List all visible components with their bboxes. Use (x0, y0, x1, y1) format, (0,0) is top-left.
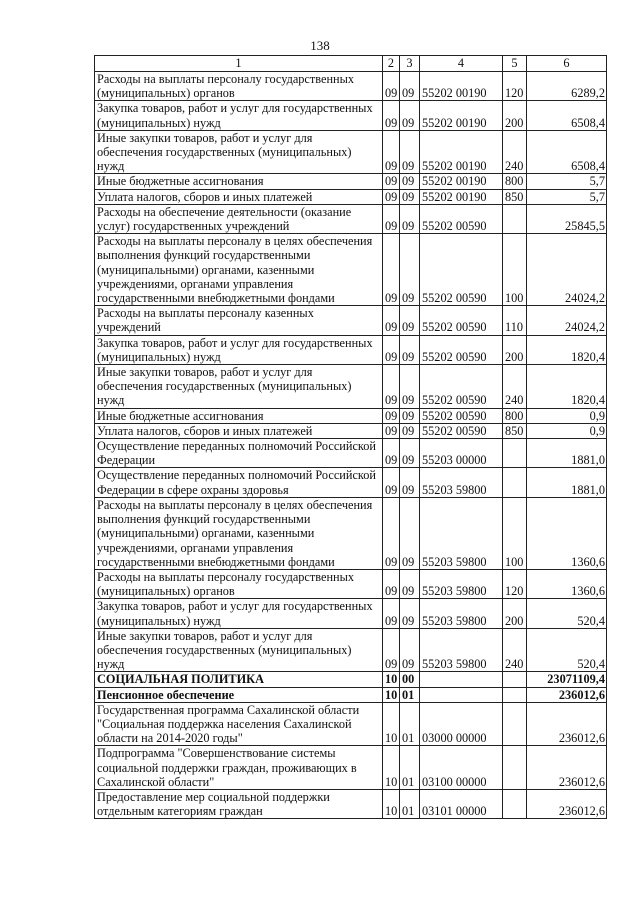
table-row (95, 599, 607, 628)
cell-expense-type: 110 (503, 306, 527, 335)
cell-name: Расходы на выплаты персоналу казенных учреждений (95, 306, 383, 335)
cell-target-article: 55202 00190 (420, 174, 503, 189)
cell-name: Расходы на выплаты персоналу в целях обеспечения выполнения функций государственными (муниципальными) органами, казенными учреждениями, органами управления государственными внебюджетными фондами (95, 234, 383, 306)
table-header-row (95, 56, 607, 72)
page-number: 138 (310, 38, 330, 53)
cell-section: 09 (383, 423, 400, 438)
cell-subsection: 09 (400, 130, 420, 174)
header-col-2: 2 (383, 56, 400, 72)
cell-expense-type (503, 468, 527, 497)
cell-target-article: 55202 00190 (420, 101, 503, 130)
cell-amount: 24024,2 (527, 234, 607, 306)
cell-section: 09 (383, 468, 400, 497)
cell-expense-type: 240 (503, 365, 527, 409)
cell-amount: 1360,6 (527, 569, 607, 598)
cell-subsection: 09 (400, 72, 420, 101)
cell-amount: 0,9 (527, 408, 607, 423)
cell-target-article: 55203 59800 (420, 569, 503, 598)
cell-name: Закупка товаров, работ и услуг для государственных (муниципальных) нужд (95, 335, 383, 364)
cell-target-article: 55203 59800 (420, 599, 503, 628)
cell-amount: 1881,0 (527, 468, 607, 497)
cell-name: Уплата налогов, сборов и иных платежей (95, 423, 383, 438)
cell-amount: 6289,2 (527, 72, 607, 101)
cell-section: 09 (383, 365, 400, 409)
cell-target-article: 55202 00190 (420, 130, 503, 174)
cell-expense-type: 100 (503, 497, 527, 569)
cell-section: 09 (383, 335, 400, 364)
cell-section: 09 (383, 439, 400, 468)
cell-amount: 1820,4 (527, 335, 607, 364)
cell-expense-type: 800 (503, 174, 527, 189)
cell-subsection: 09 (400, 423, 420, 438)
cell-section: 10 (383, 746, 400, 790)
cell-subsection: 09 (400, 569, 420, 598)
cell-expense-type: 200 (503, 599, 527, 628)
cell-section: 10 (383, 687, 400, 702)
table-row (95, 174, 607, 189)
cell-subsection: 09 (400, 174, 420, 189)
cell-name: Осуществление переданных полномочий Российской Федерации в сфере охраны здоровья (95, 468, 383, 497)
cell-target-article: 55202 00590 (420, 335, 503, 364)
cell-expense-type: 200 (503, 335, 527, 364)
cell-subsection: 09 (400, 335, 420, 364)
cell-amount: 25845,5 (527, 204, 607, 233)
table-row (95, 687, 607, 702)
cell-section: 09 (383, 628, 400, 672)
cell-name: Иные закупки товаров, работ и услуг для обеспечения государственных (муниципальных) нужд (95, 130, 383, 174)
cell-section: 09 (383, 204, 400, 233)
cell-name: Государственная программа Сахалинской области "Социальная поддержка населения Сахалинской области на 2014-2020 годы" (95, 702, 383, 746)
table-row (95, 423, 607, 438)
cell-name: Подпрограмма "Совершенствование системы социальной поддержки граждан, проживающих в Сахалинской области" (95, 746, 383, 790)
cell-amount: 236012,6 (527, 789, 607, 818)
cell-expense-type (503, 687, 527, 702)
cell-target-article: 55202 00590 (420, 204, 503, 233)
table-row (95, 468, 607, 497)
table-row (95, 335, 607, 364)
cell-section: 10 (383, 672, 400, 687)
cell-name: Иные бюджетные ассигнования (95, 174, 383, 189)
cell-subsection: 00 (400, 672, 420, 687)
cell-target-article: 55202 00190 (420, 189, 503, 204)
cell-expense-type: 850 (503, 423, 527, 438)
cell-amount: 520,4 (527, 628, 607, 672)
budget-table (94, 55, 607, 819)
cell-target-article: 03000 00000 (420, 702, 503, 746)
cell-subsection: 09 (400, 468, 420, 497)
cell-subsection: 09 (400, 628, 420, 672)
table-row (95, 306, 607, 335)
cell-amount: 6508,4 (527, 101, 607, 130)
table-row (95, 439, 607, 468)
cell-section: 09 (383, 497, 400, 569)
cell-target-article: 55203 59800 (420, 468, 503, 497)
cell-expense-type: 240 (503, 628, 527, 672)
cell-amount: 1360,6 (527, 497, 607, 569)
cell-target-article: 55202 00590 (420, 306, 503, 335)
cell-target-article: 55202 00590 (420, 408, 503, 423)
table-row (95, 204, 607, 233)
cell-target-article: 03100 00000 (420, 746, 503, 790)
cell-name: Иные бюджетные ассигнования (95, 408, 383, 423)
cell-amount: 236012,6 (527, 687, 607, 702)
cell-target-article: 55202 00590 (420, 234, 503, 306)
cell-amount: 1820,4 (527, 365, 607, 409)
cell-target-article: 55203 00000 (420, 439, 503, 468)
table-row (95, 789, 607, 818)
cell-subsection: 01 (400, 789, 420, 818)
cell-section: 09 (383, 408, 400, 423)
table-row (95, 497, 607, 569)
cell-expense-type: 200 (503, 101, 527, 130)
cell-name: Предоставление мер социальной поддержки отдельным категориям граждан (95, 789, 383, 818)
cell-section: 09 (383, 234, 400, 306)
cell-section: 09 (383, 599, 400, 628)
cell-target-article: 55202 00190 (420, 72, 503, 101)
cell-target-article (420, 687, 503, 702)
cell-expense-type (503, 702, 527, 746)
cell-section: 10 (383, 702, 400, 746)
table-row (95, 569, 607, 598)
header-col-4: 4 (420, 56, 503, 72)
cell-subsection: 09 (400, 599, 420, 628)
cell-amount: 24024,2 (527, 306, 607, 335)
cell-subsection: 09 (400, 306, 420, 335)
table-row (95, 365, 607, 409)
table-row (95, 101, 607, 130)
cell-subsection: 09 (400, 234, 420, 306)
cell-target-article (420, 672, 503, 687)
cell-section: 09 (383, 306, 400, 335)
table-row (95, 408, 607, 423)
cell-name: Иные закупки товаров, работ и услуг для обеспечения государственных (муниципальных) нужд (95, 365, 383, 409)
table-row (95, 702, 607, 746)
cell-section: 09 (383, 130, 400, 174)
cell-expense-type: 800 (503, 408, 527, 423)
cell-target-article: 03101 00000 (420, 789, 503, 818)
cell-name: Расходы на выплаты персоналу в целях обеспечения выполнения функций государственными (муниципальными) органами, казенными учреждениями, органами управления государственными внебюджетными фондами (95, 497, 383, 569)
cell-expense-type: 120 (503, 72, 527, 101)
cell-target-article: 55202 00590 (420, 365, 503, 409)
cell-subsection: 09 (400, 204, 420, 233)
table-row (95, 628, 607, 672)
cell-target-article: 55203 59800 (420, 628, 503, 672)
cell-expense-type: 100 (503, 234, 527, 306)
cell-subsection: 09 (400, 408, 420, 423)
cell-amount: 5,7 (527, 189, 607, 204)
table-row (95, 189, 607, 204)
table-row (95, 746, 607, 790)
cell-section: 09 (383, 189, 400, 204)
cell-amount: 0,9 (527, 423, 607, 438)
cell-expense-type (503, 746, 527, 790)
cell-section: 09 (383, 569, 400, 598)
cell-amount: 1881,0 (527, 439, 607, 468)
cell-subsection: 01 (400, 702, 420, 746)
cell-name: СОЦИАЛЬНАЯ ПОЛИТИКА (95, 672, 383, 687)
cell-name: Расходы на выплаты персоналу государственных (муниципальных) органов (95, 72, 383, 101)
cell-amount: 5,7 (527, 174, 607, 189)
cell-name: Пенсионное обеспечение (95, 687, 383, 702)
header-col-3: 3 (400, 56, 420, 72)
cell-subsection: 09 (400, 439, 420, 468)
cell-section: 10 (383, 789, 400, 818)
cell-expense-type (503, 204, 527, 233)
cell-name: Уплата налогов, сборов и иных платежей (95, 189, 383, 204)
cell-subsection: 01 (400, 687, 420, 702)
cell-name: Закупка товаров, работ и услуг для государственных (муниципальных) нужд (95, 101, 383, 130)
table-row (95, 130, 607, 174)
cell-expense-type (503, 439, 527, 468)
cell-amount: 236012,6 (527, 702, 607, 746)
cell-target-article: 55202 00590 (420, 423, 503, 438)
cell-subsection: 09 (400, 365, 420, 409)
header-col-5: 5 (503, 56, 527, 72)
table-row (95, 672, 607, 687)
cell-name: Осуществление переданных полномочий Российской Федерации (95, 439, 383, 468)
table-row (95, 72, 607, 101)
cell-expense-type: 850 (503, 189, 527, 204)
cell-amount: 23071109,4 (527, 672, 607, 687)
cell-subsection: 01 (400, 746, 420, 790)
cell-expense-type: 120 (503, 569, 527, 598)
cell-expense-type (503, 789, 527, 818)
cell-expense-type: 240 (503, 130, 527, 174)
cell-subsection: 09 (400, 497, 420, 569)
cell-section: 09 (383, 174, 400, 189)
header-col-6: 6 (527, 56, 607, 72)
cell-amount: 520,4 (527, 599, 607, 628)
cell-subsection: 09 (400, 189, 420, 204)
cell-name: Расходы на выплаты персоналу государственных (муниципальных) органов (95, 569, 383, 598)
cell-name: Иные закупки товаров, работ и услуг для обеспечения государственных (муниципальных) нужд (95, 628, 383, 672)
cell-amount: 236012,6 (527, 746, 607, 790)
cell-name: Закупка товаров, работ и услуг для государственных (муниципальных) нужд (95, 599, 383, 628)
cell-section: 09 (383, 101, 400, 130)
header-col-1: 1 (95, 56, 383, 72)
cell-target-article: 55203 59800 (420, 497, 503, 569)
cell-amount: 6508,4 (527, 130, 607, 174)
cell-expense-type (503, 672, 527, 687)
cell-section: 09 (383, 72, 400, 101)
table-row (95, 234, 607, 306)
cell-subsection: 09 (400, 101, 420, 130)
cell-name: Расходы на обеспечение деятельности (оказание услуг) государственных учреждений (95, 204, 383, 233)
